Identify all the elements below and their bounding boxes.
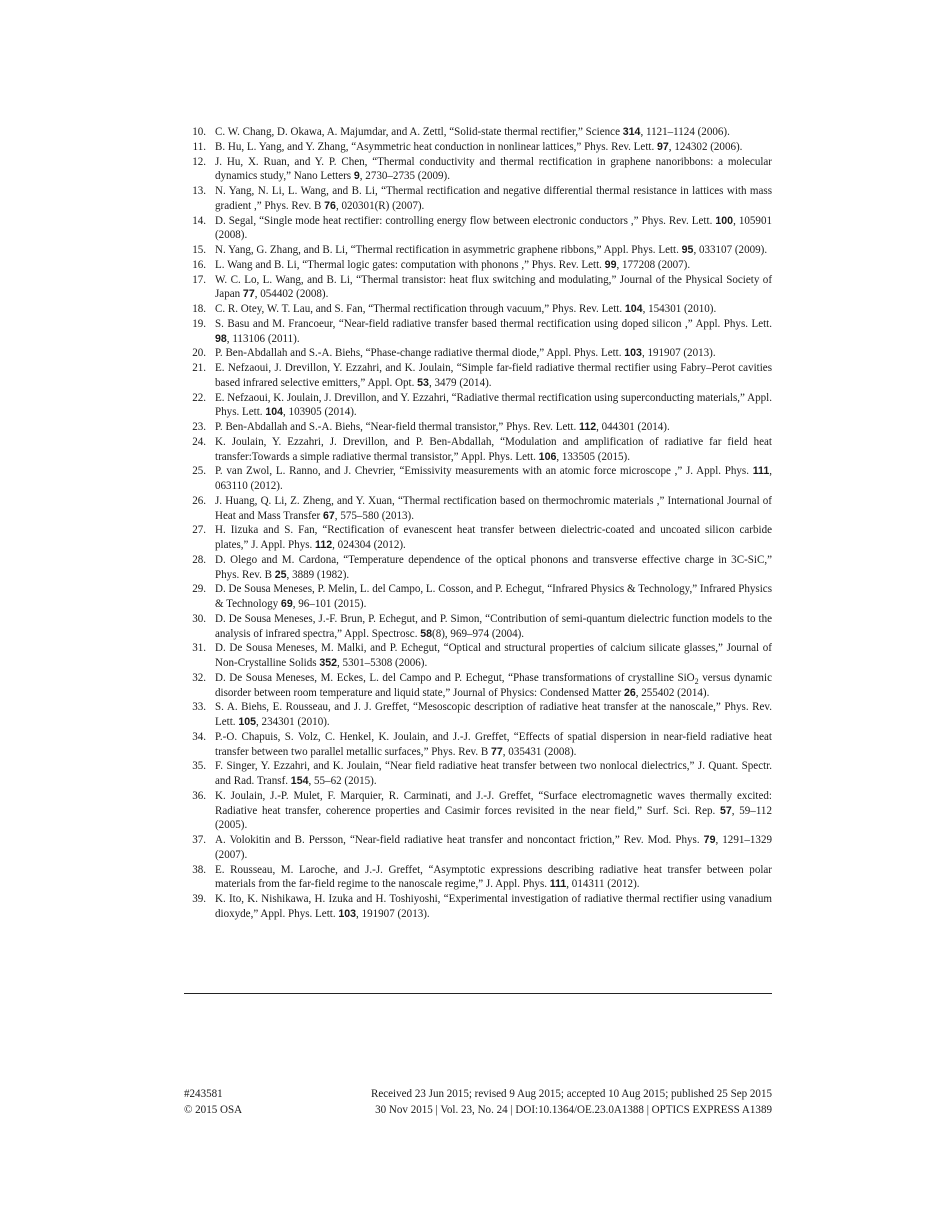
- reference-number: 25.: [192, 465, 206, 478]
- reference-number: 11.: [192, 140, 206, 153]
- reference-number: 17.: [192, 273, 206, 286]
- reference-pages: , 024304 (2012).: [332, 539, 406, 551]
- reference-text: K. Joulain, J.-P. Mulet, F. Marquier, R. Carminati, and J.-J. Greffet, “Surface electromagnetic waves thermally excited: Radiative heat transfer, coherence properties and Casimir forces revisited in the near field,” Surf. Sci. Rep.: [215, 789, 772, 817]
- reference-item: [184, 464, 772, 494]
- reference-list: [184, 125, 772, 922]
- reference-volume: 111: [752, 465, 770, 478]
- reference-number: 39.: [192, 893, 206, 905]
- reference-number: 29.: [192, 583, 206, 596]
- reference-number: 18.: [192, 303, 206, 315]
- reference-text: K. Joulain, Y. Ezzahri, J. Drevillon, and P. Ben-Abdallah, “Modulation and amplification of radiative far field heat transfer:Towards a simple radiative thermal transistor,” Appl. Phys. Lett.: [215, 435, 772, 463]
- reference-item: [184, 789, 772, 833]
- reference-text: E. Rousseau, M. Laroche, and J.-J. Greffet, “Asymptotic expressions describing radiative heat transfer between polar materials from the far-field regime to the nanoscale regime,” J. Appl. Phys.: [215, 863, 772, 891]
- reference-item: [184, 494, 772, 524]
- reference-volume: 98: [215, 332, 227, 345]
- reference-number: 27.: [192, 524, 206, 537]
- reference-volume: 69: [280, 598, 293, 610]
- reference-pages: , 191907 (2013).: [356, 907, 430, 920]
- article-id: #243581: [184, 1088, 223, 1100]
- reference-pages: , 044301 (2014).: [596, 421, 670, 433]
- reference-text: K. Ito, K. Nishikawa, H. Izuka and H. Toshiyoshi, “Experimental investigation of radiative thermal rectifier using vanadium dioxyde,” Appl. Phys. Lett.: [215, 893, 772, 920]
- reference-volume: 104: [624, 303, 643, 315]
- reference-number: 12.: [192, 155, 206, 168]
- reference-volume: 105: [238, 716, 257, 728]
- reference-item: [184, 302, 772, 317]
- reference-pages: , 234301 (2010).: [256, 716, 330, 728]
- reference-item: [184, 553, 772, 583]
- reference-volume: 26: [623, 686, 636, 699]
- reference-pages: , 177208 (2007).: [616, 258, 691, 271]
- reference-pages: , 255402 (2014).: [635, 686, 710, 699]
- reference-pages: , 96–101 (2015).: [292, 598, 367, 610]
- reference-pages: , 5301–5308 (2006).: [337, 657, 428, 669]
- reference-volume: 352: [319, 657, 338, 669]
- reference-number: 14.: [192, 214, 206, 227]
- reference-number: 32.: [192, 671, 206, 684]
- reference-number: 26.: [192, 494, 206, 507]
- reference-pages: , 59–112 (2005).: [215, 804, 772, 832]
- reference-number: 28.: [192, 553, 206, 566]
- reference-pages: , 103905 (2014).: [283, 406, 357, 419]
- reference-item: [184, 243, 772, 258]
- reference-number: 21.: [192, 362, 206, 374]
- reference-number: 36.: [192, 789, 206, 802]
- reference-item: [184, 671, 772, 701]
- reference-volume: 67: [323, 509, 335, 522]
- reference-item: [184, 700, 772, 730]
- reference-pages: , 1121–1124 (2006).: [640, 126, 730, 138]
- publication-history: Received 23 Jun 2015; revised 9 Aug 2015; accepted 10 Aug 2015; published 25 Sep 2015: [370, 1088, 772, 1100]
- reference-number: 38.: [192, 863, 206, 876]
- reference-text: E. Nefzaoui, K. Joulain, J. Drevillon, and Y. Ezzahri, “Radiative thermal rectification using superconducting materials,” Appl. Phys. Lett.: [215, 391, 772, 419]
- reference-pages: , 033107 (2009).: [693, 244, 768, 256]
- reference-pages: , 054402 (2008).: [254, 288, 329, 301]
- reference-volume: 79: [703, 834, 716, 846]
- reference-text: C. W. Chang, D. Okawa, A. Majumdar, and A. Zettl, “Solid-state thermal rectifier,” Science: [215, 126, 623, 138]
- reference-volume: 111: [549, 878, 567, 891]
- reference-item: [184, 833, 772, 863]
- reference-item: [184, 641, 772, 671]
- reference-pages: , 063110 (2012).: [215, 465, 772, 492]
- reference-volume: 77: [490, 745, 503, 758]
- reference-text: D. De Sousa Meneses, J.-F. Brun, P. Echegut, and P. Simon, “Contribution of semi-quantum dielectric function models to the analysis of infrared spectra,” Appl. Spectrosc.: [215, 612, 772, 640]
- reference-pages: , 014311 (2012).: [566, 878, 640, 891]
- reference-text: C. R. Otey, W. T. Lau, and S. Fan, “Thermal rectification through vacuum,” Phys. Rev. Lett.: [215, 303, 625, 315]
- reference-text: H. Iizuka and S. Fan, “Rectification of evanescent heat transfer between dielectric-coated and uncoated silicon carbide plates,” J. Appl. Phys.: [215, 524, 772, 551]
- reference-pages: , 55–62 (2015).: [308, 775, 377, 787]
- reference-volume: 77: [242, 288, 255, 301]
- reference-number: 34.: [192, 730, 206, 743]
- reference-number: 19.: [192, 317, 206, 330]
- reference-number: 35.: [192, 760, 206, 773]
- subscript: 2: [694, 676, 699, 686]
- reference-item: [184, 184, 772, 214]
- reference-text: D. De Sousa Meneses, P. Melin, L. del Campo, L. Cosson, and P. Echegut, “Infrared Physics & Technology,” Infrared Physics & Technology: [215, 583, 772, 610]
- reference-text: D. Segal, “Single mode heat rectifier: controlling energy flow between electronic conductors ,” Phys. Rev. Lett.: [215, 214, 716, 227]
- reference-text: L. Wang and B. Li, “Thermal logic gates: computation with phonons ,” Phys. Rev. Lett.: [215, 258, 605, 271]
- reference-text: E. Nefzaoui, J. Drevillon, Y. Ezzahri, and K. Joulain, “Simple far-field radiative thermal rectifier using Fabry–Perot cavities based infrared selective emitters,” Appl. Opt.: [215, 362, 772, 389]
- reference-pages: , 575–580 (2013).: [334, 509, 414, 522]
- reference-number: 16.: [192, 258, 206, 271]
- reference-item: [184, 582, 772, 612]
- reference-text: A. Volokitin and B. Persson, “Near-field radiative heat transfer and noncontact friction,” Rev. Mod. Phys.: [215, 834, 704, 846]
- reference-item: [184, 258, 772, 273]
- reference-volume: 103: [624, 347, 642, 360]
- reference-item: [184, 317, 772, 347]
- reference-item: [184, 391, 772, 421]
- footer-divider: [184, 993, 772, 994]
- reference-text: B. Hu, L. Yang, and Y. Zhang, “Asymmetric heat conduction in nonlinear lattices,” Phys. Rev. Lett.: [215, 140, 657, 153]
- reference-number: 20.: [192, 347, 206, 360]
- reference-pages: , 105901 (2008).: [215, 214, 772, 242]
- reference-item: [184, 612, 772, 642]
- reference-pages: , 154301 (2010).: [642, 303, 717, 315]
- reference-pages: , 191907 (2013).: [641, 347, 716, 360]
- reference-volume: 99: [604, 258, 617, 271]
- reference-item: [184, 346, 772, 361]
- reference-volume: 76: [324, 199, 336, 212]
- reference-item: [184, 155, 772, 185]
- reference-pages: , 035431 (2008).: [502, 745, 577, 758]
- reference-text: D. De Sousa Meneses, M. Eckes, L. del Campo and P. Echegut, “Phase transformations of crystalline SiO: [215, 671, 695, 684]
- reference-text: D. De Sousa Meneses, M. Malki, and P. Echegut, “Optical and structural properties of calcium silicate glasses,” Journal of Non-Crystalline Solids: [215, 642, 772, 669]
- reference-volume: 154: [290, 775, 309, 787]
- reference-pages: (8), 969–974 (2004).: [432, 627, 525, 640]
- reference-item: [184, 892, 772, 922]
- reference-text: J. Huang, Q. Li, Z. Zheng, and Y. Xuan, “Thermal rectification based on thermochromic materials ,” International Journal of Heat and Mass Transfer: [215, 494, 772, 522]
- reference-number: 23.: [192, 421, 206, 433]
- reference-number: 37.: [192, 834, 206, 846]
- reference-volume: 100: [715, 214, 734, 227]
- reference-text-cont: versus dynamic disorder between room temperature and liquid state,” Journal of Physics: Condensed Matter: [215, 671, 772, 699]
- reference-number: 31.: [192, 642, 206, 655]
- reference-volume: 9: [353, 170, 360, 183]
- reference-volume: 97: [657, 140, 669, 153]
- reference-volume: 25: [274, 568, 287, 581]
- reference-item: [184, 273, 772, 303]
- reference-item: [184, 759, 772, 789]
- reference-volume: 112: [315, 539, 333, 551]
- reference-item: [184, 361, 772, 391]
- reference-number: 30.: [192, 612, 206, 625]
- reference-text: N. Yang, N. Li, L. Wang, and B. Li, “Thermal rectification and negative differential thermal resistance in lattices with mass gradient ,” Phys. Rev. B: [215, 185, 772, 212]
- reference-text: P. Ben-Abdallah and S.-A. Biehs, “Phase-change radiative thermal diode,” Appl. Phys. Lett.: [215, 347, 625, 360]
- reference-item: [184, 125, 772, 140]
- reference-volume: 314: [622, 126, 641, 138]
- reference-pages: , 133505 (2015).: [556, 450, 630, 463]
- reference-pages: , 113106 (2011).: [226, 332, 300, 345]
- reference-pages: , 020301(R) (2007).: [335, 199, 425, 212]
- reference-volume: 57: [720, 804, 732, 817]
- reference-pages: , 124302 (2006).: [668, 140, 743, 153]
- reference-volume: 95: [681, 244, 694, 256]
- reference-text: P.-O. Chapuis, S. Volz, C. Henkel, K. Joulain, and J.-J. Greffet, “Effects of spatial dispersion in near-field radiative heat transfer between two parallel metallic surfaces,” Phys. Rev. B: [215, 730, 772, 758]
- reference-item: [184, 214, 772, 244]
- reference-text: S. Basu and M. Francoeur, “Near-field radiative transfer based thermal rectification using doped silicon ,” Appl. Phys. Lett.: [215, 317, 772, 330]
- reference-item: [184, 523, 772, 553]
- reference-text: D. Olego and M. Cardona, “Temperature dependence of the optical phonons and transverse effective charge in 3C-SiC,” Phys. Rev. B: [215, 553, 772, 581]
- reference-item: [184, 435, 772, 465]
- reference-text: J. Hu, X. Ruan, and Y. P. Chen, “Thermal conductivity and thermal rectification in graphene nanoribbons: a molecular dynamics study,” Nano Letters: [215, 155, 772, 183]
- reference-text: F. Singer, Y. Ezzahri, and K. Joulain, “Near field radiative heat transfer between two nonlocal dielectrics,” J. Quant. Spectr. and Rad. Transf.: [215, 760, 772, 787]
- reference-text: P. van Zwol, L. Ranno, and J. Chevrier, “Emissivity measurements with an atomic force microscope ,” J. Appl. Phys.: [215, 465, 753, 478]
- reference-volume: 53: [417, 376, 429, 389]
- reference-text: P. Ben-Abdallah and S.-A. Biehs, “Near-field thermal transistor,” Phys. Rev. Lett.: [215, 421, 580, 433]
- reference-text: W. C. Lo, L. Wang, and B. Li, “Thermal transistor: heat flux switching and modulating,” Journal of the Physical Society of Japan: [215, 273, 772, 301]
- copyright: © 2015 OSA: [184, 1104, 243, 1116]
- reference-item: [184, 420, 772, 435]
- reference-number: 22.: [192, 391, 206, 404]
- reference-number: 33.: [192, 701, 206, 714]
- reference-pages: , 3479 (2014).: [428, 376, 492, 389]
- reference-number: 10.: [192, 126, 206, 138]
- reference-volume: 112: [579, 421, 597, 433]
- reference-item: [184, 730, 772, 760]
- reference-number: 15.: [192, 244, 206, 256]
- reference-volume: 104: [265, 406, 284, 419]
- reference-item: [184, 863, 772, 893]
- reference-volume: 58: [420, 627, 433, 640]
- reference-item: [184, 140, 772, 155]
- reference-number: 24.: [192, 435, 206, 448]
- reference-volume: 106: [538, 450, 557, 463]
- reference-text: N. Yang, G. Zhang, and B. Li, “Thermal rectification in asymmetric graphene ribbons,” Appl. Phys. Lett.: [215, 244, 682, 256]
- journal-citation: 30 Nov 2015 | Vol. 23, No. 24 | DOI:10.1364/OE.23.0A1388 | OPTICS EXPRESS A1389: [375, 1104, 772, 1116]
- reference-number: 13.: [192, 185, 206, 197]
- reference-pages: , 2730–2735 (2009).: [359, 170, 450, 183]
- reference-volume: 103: [338, 907, 357, 920]
- reference-pages: , 1291–1329 (2007).: [215, 834, 772, 861]
- reference-text: S. A. Biehs, E. Rousseau, and J. J. Greffet, “Mesoscopic description of radiative heat transfer at the nanoscale,” Phys. Rev. Lett.: [215, 701, 772, 728]
- reference-pages: , 3889 (1982).: [286, 568, 350, 581]
